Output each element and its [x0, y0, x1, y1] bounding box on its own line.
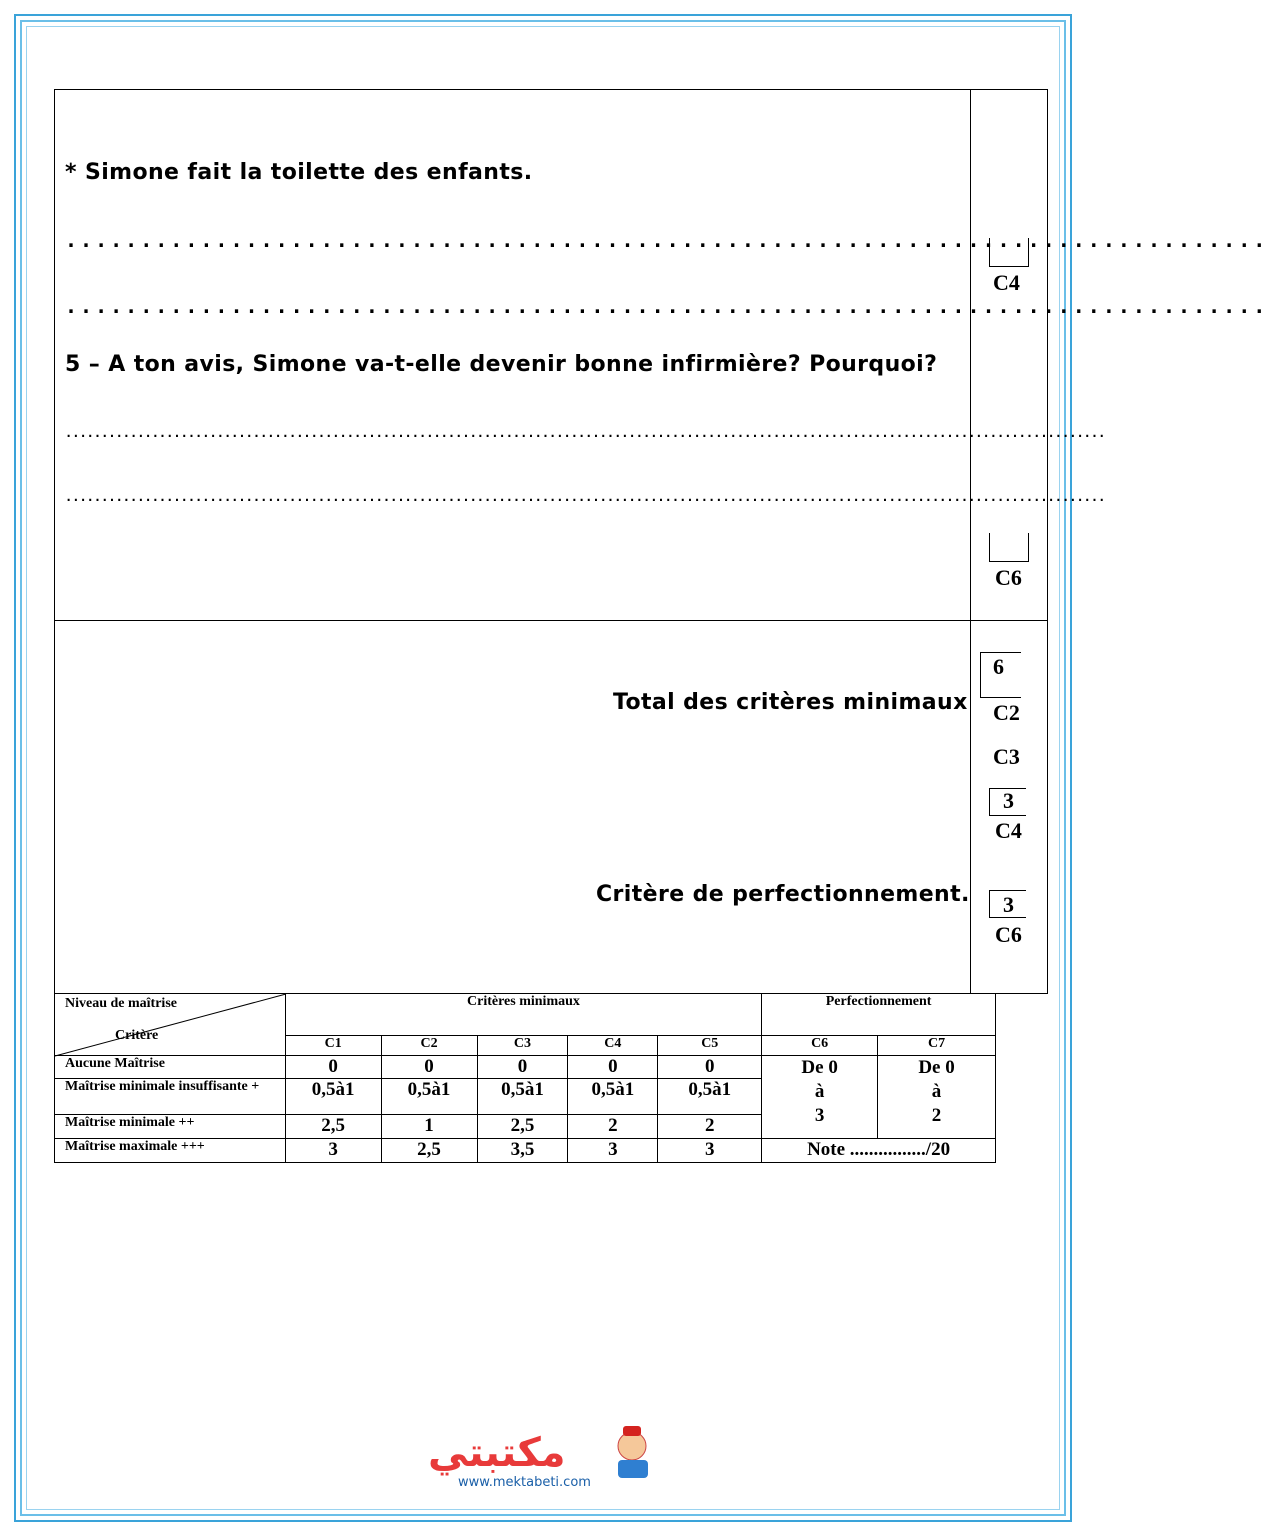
c6-range-cell: [762, 1056, 878, 1139]
col-header-c5: C5: [658, 1036, 762, 1056]
question-box: [54, 89, 1268, 621]
cell: 2,5: [381, 1139, 477, 1163]
cell: 1: [381, 1115, 477, 1139]
logo-mascot-icon: [420, 1418, 660, 1490]
cell: 0: [285, 1056, 381, 1079]
cell: 0: [381, 1056, 477, 1079]
c7-range-to-word: à: [931, 1081, 942, 1102]
table-row: [55, 1139, 996, 1163]
cell: 0: [658, 1056, 762, 1079]
group-perfection-header: Perfectionnement: [762, 994, 996, 1036]
question-5: 5 – A ton avis, Simone va-t-elle devenir bonne infirmière? Pourquoi?: [65, 352, 938, 377]
c7-range-cell: [878, 1056, 996, 1139]
cell: 0: [568, 1056, 658, 1079]
score-box-c4: [989, 238, 1029, 267]
cell: 3: [285, 1139, 381, 1163]
col-header-c1: C1: [285, 1036, 381, 1056]
cell: 3,5: [477, 1139, 568, 1163]
cell: 2: [658, 1115, 762, 1139]
cell: 2: [568, 1115, 658, 1139]
table-row: [55, 1056, 996, 1079]
cell: 0,5à1: [658, 1079, 762, 1115]
criterion-c4: C4: [993, 270, 1020, 295]
answer-line-3[interactable]: ................................................................................................................................................: [65, 426, 1106, 440]
score-column-divider-2: [970, 620, 971, 993]
col-header-c7: C7: [878, 1036, 996, 1056]
row-label: Maîtrise minimale insuffisante +: [55, 1079, 286, 1115]
col-header-c3: C3: [477, 1036, 568, 1056]
score-column-divider: [970, 90, 971, 620]
c7-range-max: 2: [931, 1105, 942, 1126]
cell: 0,5à1: [285, 1079, 381, 1115]
row-label: Maîtrise minimale ++: [55, 1115, 286, 1139]
question-4-item: * Simone fait la toilette des enfants.: [65, 160, 533, 185]
cell: 0,5à1: [477, 1079, 568, 1115]
total-minimal-label: Total des critères minimaux: [613, 690, 968, 715]
cell: 3: [658, 1139, 762, 1163]
logo-arabic-text: مكتبتي: [428, 1430, 566, 1476]
corner-bottom-label: Critère: [115, 1028, 159, 1043]
criterion-c2: C2: [993, 700, 1020, 725]
note-field[interactable]: Note ................/20: [762, 1139, 996, 1163]
answer-line-4[interactable]: ................................................................................................................................................: [65, 490, 1106, 504]
col-header-c4: C4: [568, 1036, 658, 1056]
group-minimal-header: Critères minimaux: [285, 994, 761, 1036]
cell: 2,5: [477, 1115, 568, 1139]
cell: 0: [477, 1056, 568, 1079]
score-box-c6: [989, 533, 1029, 562]
cell: 0,5à1: [568, 1079, 658, 1115]
c6-range-max: 3: [814, 1105, 825, 1126]
score-c4-max: 3: [1003, 788, 1014, 813]
criterion-c3: C3: [993, 744, 1020, 769]
perfection-label: Critère de perfectionnement.: [596, 882, 970, 907]
answer-line-1[interactable]: ................................................................................: [65, 228, 1268, 252]
cell: 0,5à1: [381, 1079, 477, 1115]
row-label: Maîtrise maximale +++: [55, 1139, 286, 1163]
score-total-max: 6: [993, 654, 1004, 679]
totals-box: [54, 620, 1048, 994]
criterion-c6: C6: [995, 565, 1022, 590]
grading-grid: [54, 993, 996, 1163]
cell: 2,5: [285, 1115, 381, 1139]
corner-top-label: Niveau de maîtrise: [65, 996, 177, 1011]
cell: 3: [568, 1139, 658, 1163]
answer-line-2[interactable]: ................................................................................: [65, 294, 1268, 318]
c6-range-from: De 0: [801, 1057, 838, 1078]
criterion-c6b: C6: [995, 922, 1022, 947]
c7-range-from: De 0: [918, 1057, 955, 1078]
mektabeti-logo: [420, 1418, 660, 1490]
score-c6-max: 3: [1003, 892, 1014, 917]
logo-url-text: www.mektabeti.com: [458, 1475, 591, 1490]
col-header-c2: C2: [381, 1036, 477, 1056]
grid-corner: [55, 994, 286, 1056]
row-label: Aucune Maîtrise: [55, 1056, 286, 1079]
criterion-c4b: C4: [995, 818, 1022, 843]
c6-range-to-word: à: [814, 1081, 825, 1102]
col-header-c6: C6: [762, 1036, 878, 1056]
